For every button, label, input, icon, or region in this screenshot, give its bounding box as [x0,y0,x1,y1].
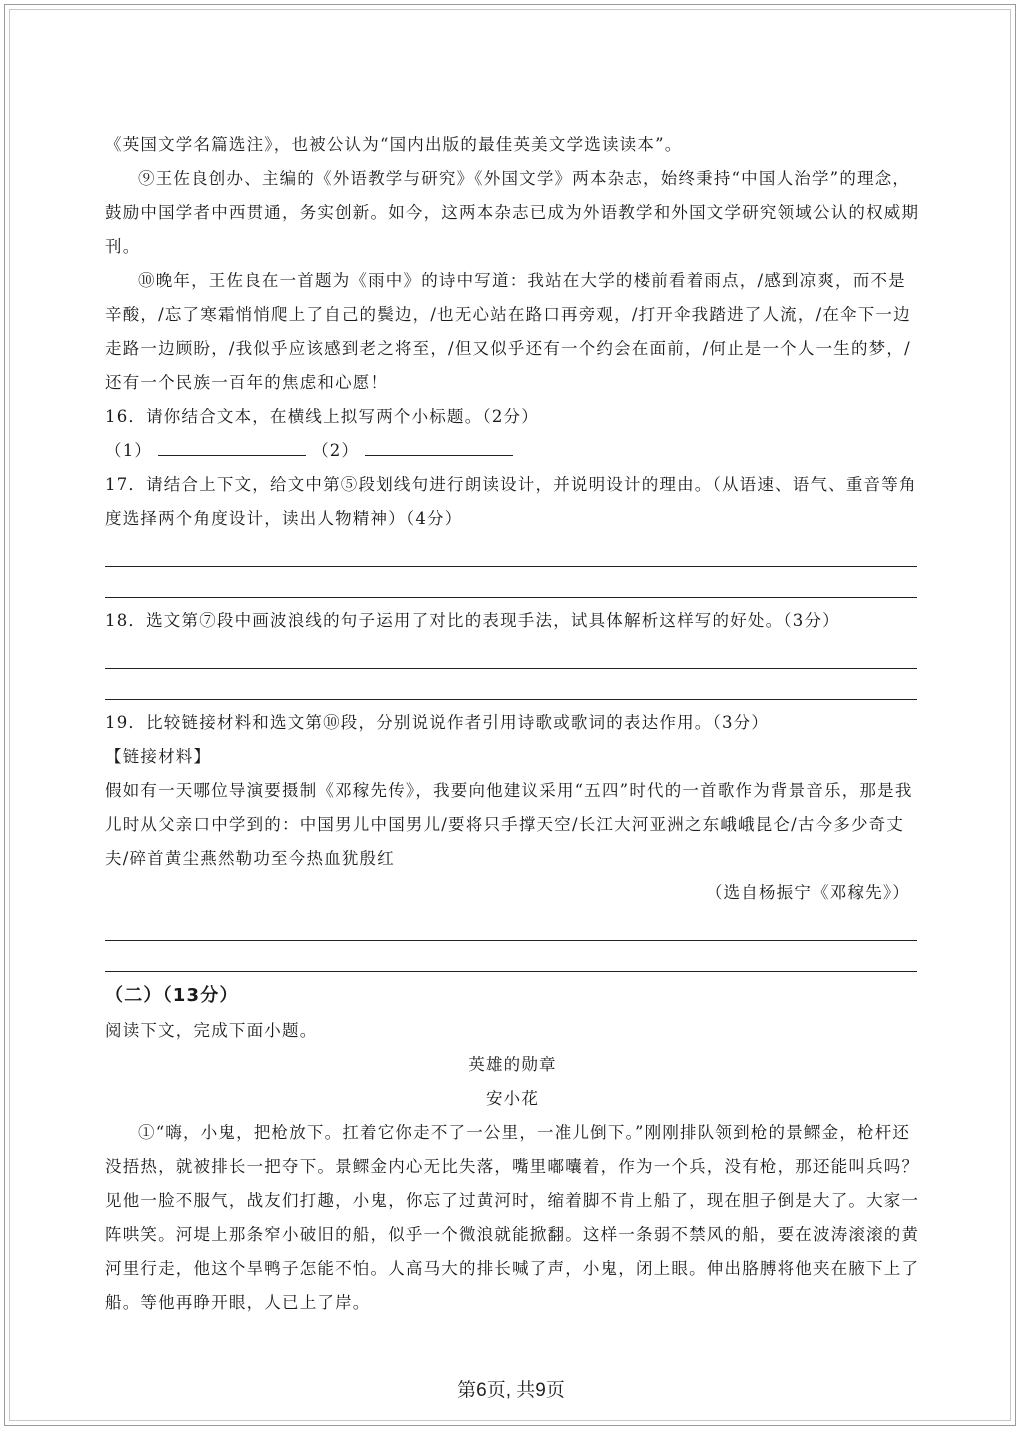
question-16: 16．请你结合文本，在横线上拟写两个小标题。（2分） [105,407,539,426]
answer-line[interactable] [105,941,917,972]
answer-line[interactable] [105,638,917,669]
question-16-blanks [105,434,920,468]
answer-line[interactable] [105,567,917,598]
answer-line[interactable] [105,536,917,567]
paragraph-10: ⑩晚年，王佐良在一首题为《雨中》的诗中写道：我站在大学的楼前看着雨点，/感到凉爽，而不是辛酸，/忘了寒霜悄悄爬上了自己的鬓边，/也无心站在路口再旁观，/打开伞我踏进了人流，/在伞下一边走路一边顾盼，/我似乎应该感到老之将至，/但又似乎还有一个约会在面前，/何止是一个人一生的梦，/还有一个民族一百年的焦虑和心愿！ [105,271,911,392]
section-2-instruction: 阅读下文，完成下面小题。 [105,1021,318,1040]
page-number: 第6页, 共9页 [457,1380,565,1401]
blank-label-1: （1） [105,441,153,460]
article-paragraph-1: ①“嗨，小鬼，把枪放下。扛着它你走不了一公里，一准儿倒下。”刚刚排队领到枪的景鳏金，枪杆还没捂热，就被排长一把夺下。景鳏金内心无比失落，嘴里嘟囔着，作为一个兵，没有枪，那还能叫兵吗？见他一脸不服气，战友们打趣，小鬼，你忘了过黄河时，缩着脚不肯上船了，现在胆子倒是大了。大家一阵哄笑。河堤上那条窄小破旧的船，似乎一个微浪就能掀翻。这样一条弱不禁风的船，要在波涛滚滚的黄河里行走，他这个旱鸭子怎能不怕。人高马大的排长喊了声，小鬼，闭上眼。伸出胳膊将他夹在腋下上了船。等他再睁开眼，人已上了岸。 [105,1123,920,1312]
article-title: 英雄的勋章 [468,1055,557,1074]
link-material-source: （选自杨振宁《邓稼先》） [705,883,910,902]
section-2-heading: （二）（13分） [105,985,239,1006]
answer-line[interactable] [105,910,917,941]
article-author: 安小花 [485,1089,540,1108]
question-18: 18．选文第⑦段中画波浪线的句子运用了对比的表现手法，试具体解析这样写的好处。（3分） [105,611,840,630]
blank-label-2: （2） [312,441,360,460]
question-17: 17．请结合上下文，给文中第⑤段划线句进行朗读设计，并说明设计的理由。（从语速、语气、重音等角度选择两个角度设计，读出人物精神）（4分） [105,475,917,528]
question-19: 19．比较链接材料和选文第⑩段，分别说说作者引用诗歌或歌词的表达作用。（3分） [105,713,770,732]
answer-blank-1[interactable] [158,437,306,456]
answer-blank-2[interactable] [365,437,513,456]
link-material-text: 假如有一天哪位导演要摄制《邓稼先传》，我要向他建议采用“五四”时代的一首歌作为背景音乐，那是我儿时从父亲口中学到的：中国男儿中国男儿/要将只手撑天空/长江大河亚洲之东峨峨昆仑/古今多少奇丈夫/碎首黄尘燕然勒功至今热血犹殷红 [105,781,913,868]
paragraph-continued: 《英国文学名篇选注》，也被公认为“国内出版的最佳英美文学选读读本”。 [105,135,683,154]
paragraph-9: ⑨王佐良创办、主编的《外语教学与研究》《外国文学》两本杂志，始终秉持“中国人治学”的理念，鼓励中国学者中西贯通，务实创新。如今，这两本杂志已成为外语教学和外国文学研究领域公认的权威期刊。 [105,169,920,256]
link-material-heading: 【链接材料】 [105,747,212,766]
page-content [105,128,920,1320]
answer-line[interactable] [105,669,917,700]
